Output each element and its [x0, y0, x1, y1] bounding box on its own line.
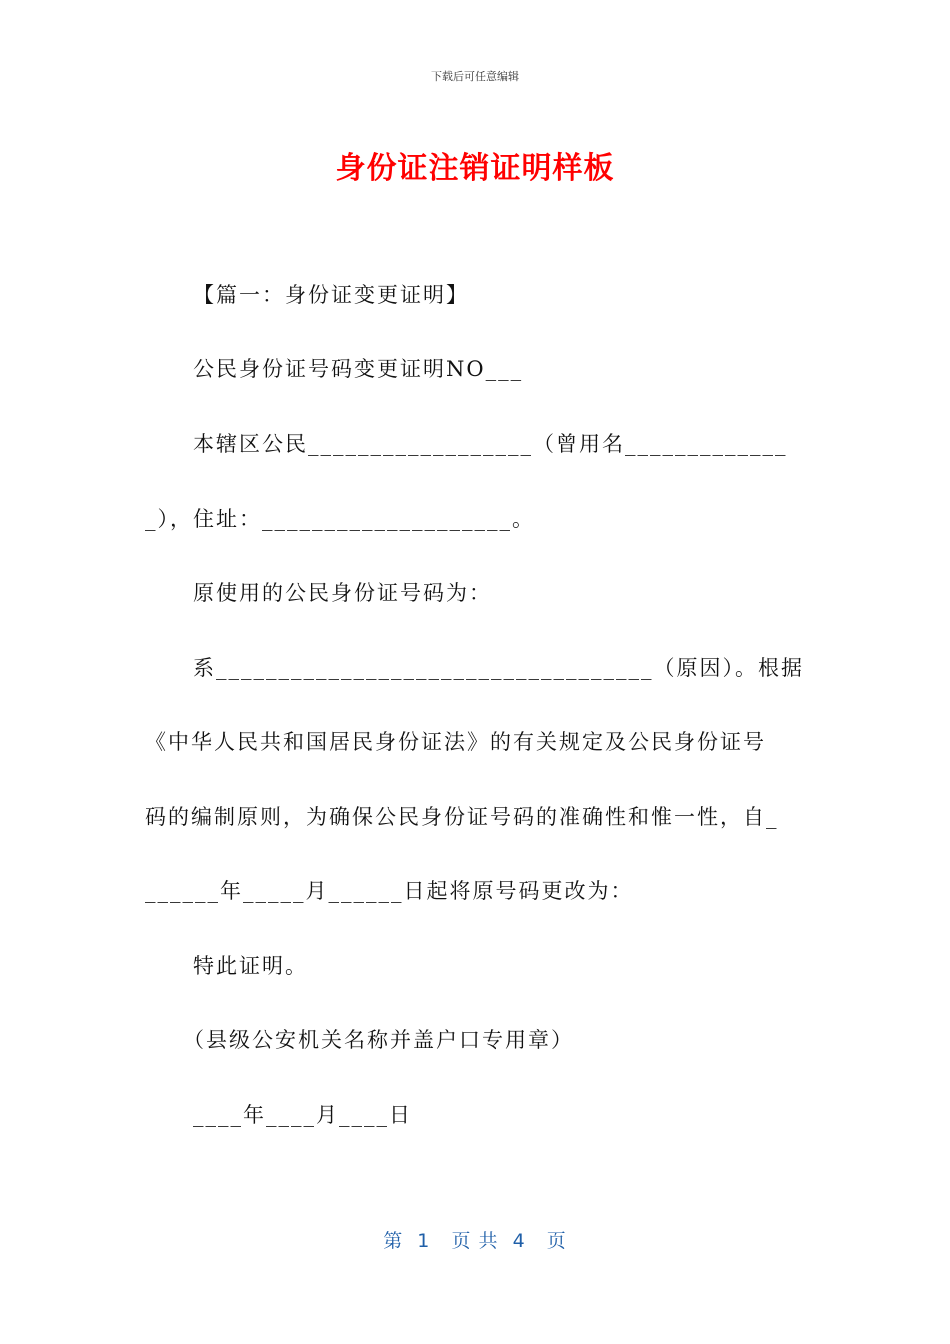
change-date-line: ______年_____月______日起将原号码更改为： — [145, 879, 634, 903]
header-note: 下载后可任意编辑 — [431, 70, 519, 83]
stamp-note-line: （县级公安机关名称并盖户口专用章） — [183, 1028, 574, 1052]
original-id-line: 原使用的公民身份证号码为： — [193, 581, 492, 605]
section-heading: 【篇一：身份证变更证明】 — [193, 283, 469, 307]
signature-date-line: ____年____月____日 — [193, 1103, 412, 1127]
citizen-name-line: 本辖区公民__________________（曾用名_____________ — [193, 432, 788, 456]
certification-line: 特此证明。 — [193, 954, 308, 978]
document-title: 身份证注销证明样板 — [335, 151, 615, 186]
certificate-number-line: 公民身份证号码变更证明NO___ — [193, 357, 524, 381]
law-reference-line: 《中华人民共和国居民身份证法》的有关规定及公民身份证号 — [145, 730, 766, 754]
principle-line: 码的编制原则，为确保公民身份证号码的准确性和惟一性，自_ — [145, 805, 779, 829]
reason-line: 系___________________________________（原因）。根据 — [193, 656, 804, 680]
page-footer: 第 1 页 共 4 页 — [383, 1230, 567, 1252]
address-line: _），住址：____________________。 — [145, 507, 535, 531]
